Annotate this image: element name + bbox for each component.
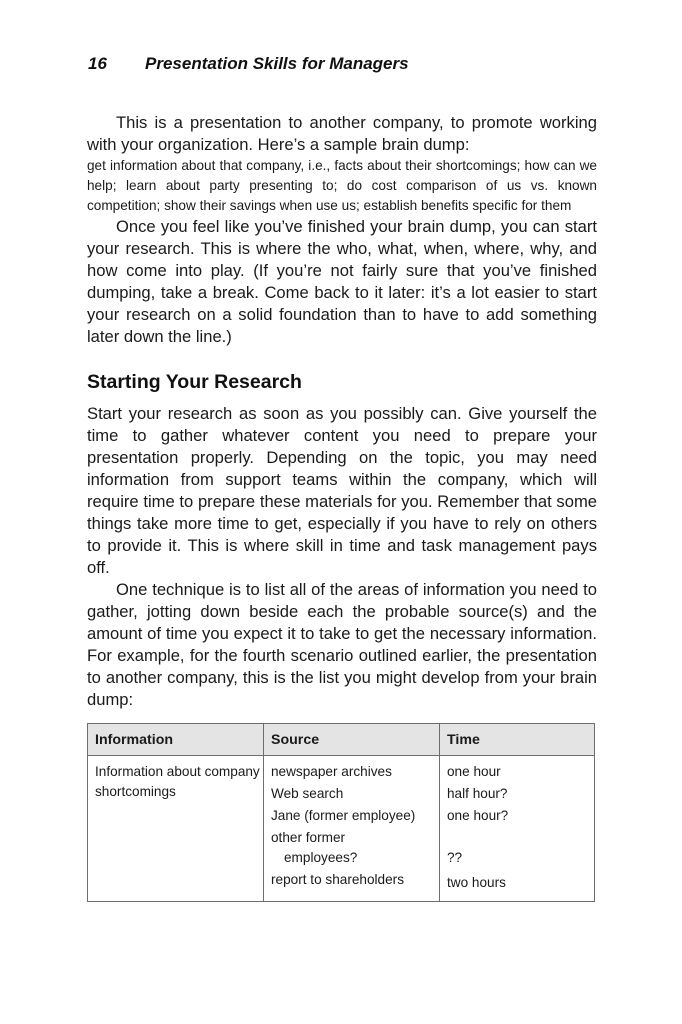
column-header-source: Source	[264, 724, 440, 756]
intro-paragraph: This is a presentation to another company, to promote working with your organization. Here’s a sample brain dump:	[87, 113, 597, 154]
time-item: two hours	[447, 875, 506, 890]
information-cell	[88, 756, 264, 902]
brain-dump-example: get information about that company, i.e., facts about their shortcomings; how can we help; learn about party presenting to; do cost comparison of us vs. known competition; show their savings when use us; establish benefits specific for them	[87, 158, 597, 213]
research-paragraph: Start your research as soon as you possibly can. Give yourself the time to gather whatever content you need to prepare your presentation properly. Depending on the topic, you may need information from support teams within the company, which will require time to prepare these materials for you. Remember that some things take more time to get, especially if you have to rely on others to provide it. This is where skill in time and task management pays off.	[87, 404, 597, 577]
source-cell	[264, 756, 440, 902]
table-header-row	[88, 724, 595, 756]
page-body	[87, 112, 597, 902]
source-item-multiline	[271, 828, 439, 867]
technique-paragraph: One technique is to list all of the areas of information you need to gather, jotting down beside each the probable source(s) and the amount of time you expect it to take to get the necessary information. For example, for the fourth scenario outlined earlier, the presentation to another company, this is the list you might develop from your brain dump:	[87, 580, 597, 709]
book-title: Presentation Skills for Managers	[145, 54, 409, 73]
research-sources-table	[87, 723, 595, 902]
running-header	[88, 54, 409, 74]
source-item: newspaper archives	[271, 764, 392, 779]
source-item-line: other former	[271, 830, 346, 845]
time-item: one hour?	[447, 808, 509, 823]
section-heading: Starting Your Research	[87, 371, 302, 393]
source-item-line: employees?	[284, 849, 358, 865]
information-text: Information about company shortcomings	[95, 764, 260, 799]
time-item: one hour	[447, 764, 501, 779]
source-item: report to shareholders	[271, 871, 404, 887]
finish-paragraph: Once you feel like you’ve finished your brain dump, you can start your research. This is where the who, what, when, where, why, and how come into play. (If you’re not fairly sure that you’ve finished dumping, take a break. Come back to it later: it’s a lot easier to start your research on a solid foundation than to have to add something later down the line.)	[87, 217, 597, 346]
page-number: 16	[88, 54, 107, 73]
time-cell	[440, 756, 595, 902]
column-header-time: Time	[440, 724, 595, 756]
source-item: Jane (former employee)	[271, 808, 416, 823]
time-item: ??	[447, 849, 463, 865]
column-header-information: Information	[88, 724, 264, 756]
table-row	[88, 756, 595, 902]
source-item: Web search	[271, 786, 344, 801]
time-item: half hour?	[447, 786, 508, 801]
